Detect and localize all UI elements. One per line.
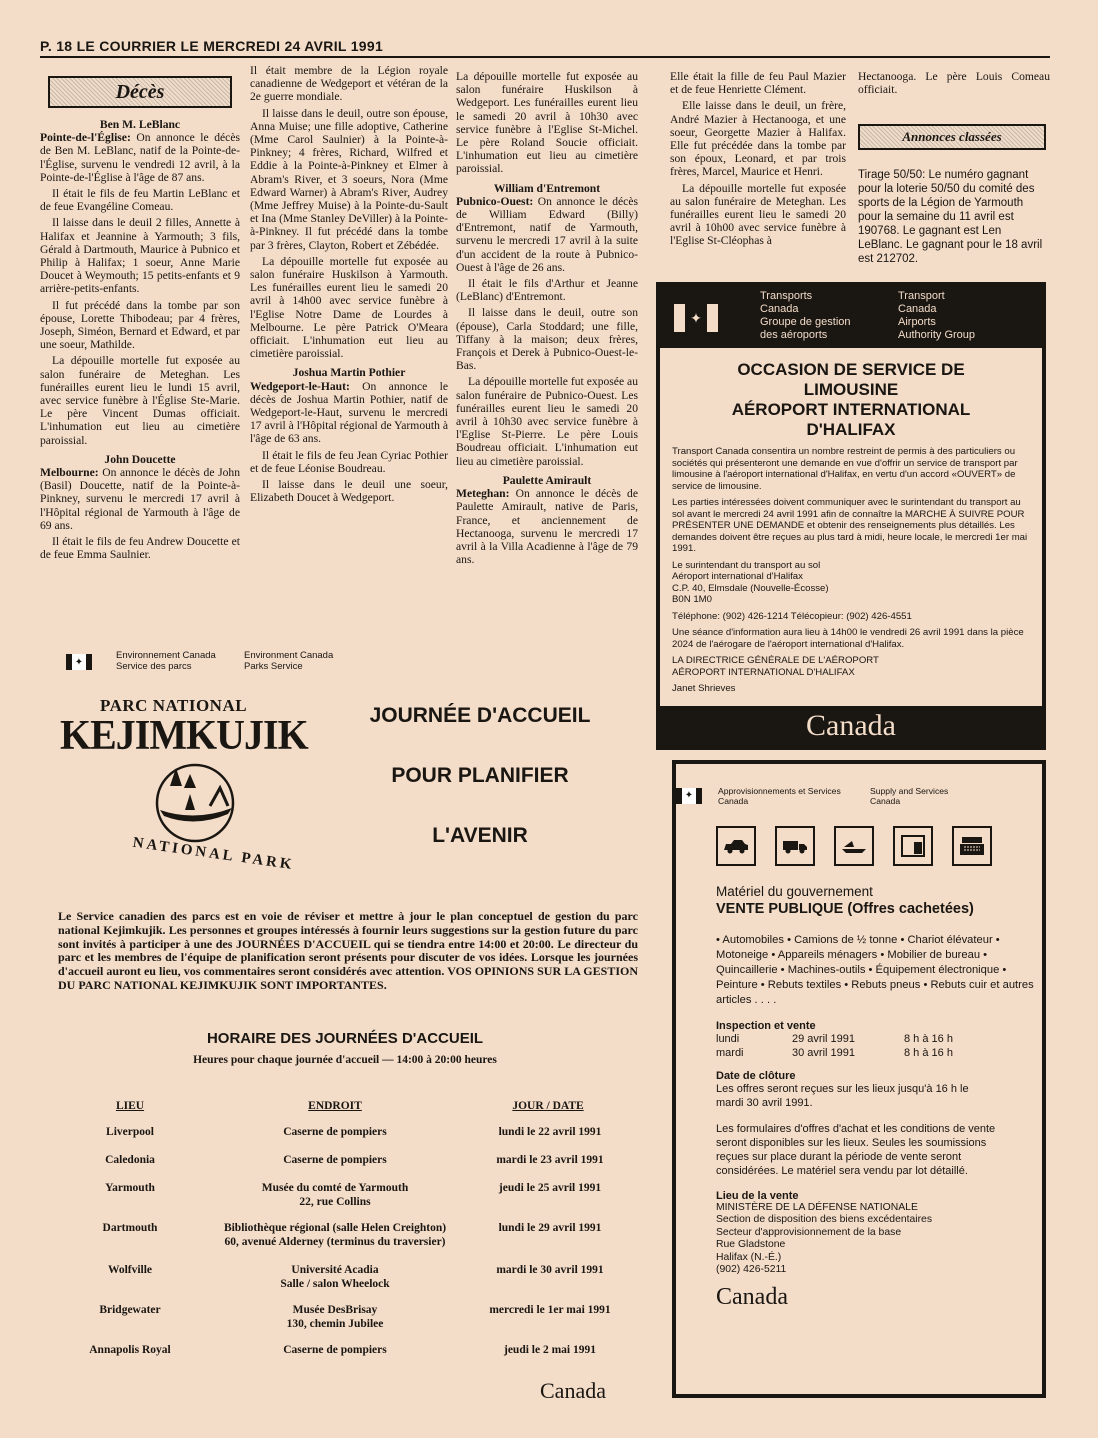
- obituary-text: On annonce le décès de John (Basil) Doucette, natif de la Pointe-à-Pinkney, survenu le mercredi 17 avril à l'Hôpital régional de Yarmouth à l'âge de 69 ans.: [40, 466, 240, 532]
- parks-dept-fr1: Environnement Canada: [116, 650, 216, 661]
- schedule-endroit: Caserne de pompiers: [283, 1126, 387, 1138]
- obituary-name: William d'Entremont: [493, 181, 601, 195]
- classees-text: Tirage 50/50: Le numéro gagnant pour la loterie 50/50 du comité des sports de la Légion de Yarmouth pour la semaine du 11 avril est 190768. Le gagnant est Len LeBlanc. Le gagnant pour le 18 avril est 212702.: [858, 169, 1043, 265]
- transport-signature-2: AÉROPORT INTERNATIONAL D'HALIFAX: [672, 666, 855, 678]
- obituary-lead: [670, 70, 846, 96]
- deces-section-title: [48, 76, 232, 108]
- parks-headline-3: L'AVENIR: [432, 824, 528, 847]
- obituary-paragraph: La dépouille mortelle fut exposée au salon funéraire Huskilson à Yarmouth. Les funérailles eurent lieu le samedi 20 avril à 14h00 avec service funèbre à l'Eglise Notre Dame de Lourdes à Melbourne. Le père Patrick O'Meara officiait. L'inhumation eut lieu au cimetière paroissial.: [250, 254, 448, 361]
- obituary-lead: [250, 380, 448, 446]
- obituary-name: John Doucette: [104, 452, 176, 466]
- schedule-date: jeudi le 2 mai 1991: [504, 1344, 596, 1356]
- parks-dept-fr2: Service des parcs: [116, 661, 192, 672]
- canoe-emblem-icon: [140, 758, 250, 848]
- supply-dept-fr1: Approvisionnements et Services: [718, 786, 841, 796]
- obituary-paragraph: Il laisse dans le deuil, outre son épouse, Anna Muise; une fille adoptive, Catherine (Mme Carol Saulnier) à la Pointe-à-Pinkney; 4 frères, Richard, Wilfred et Eddie à la Pointe-à-Pinkney et Elmer à Abram's River, et 3 soeurs, Nora (Mme Edward Warner) à Abram's River, Audrey (Mme Jeffrey Muise) à la Pointe-du-Sault et Ina (Mme Stanley DeViller) à la Pointe-à-Pinkney. Il fut précédé dans la tombe par 3 frères, Clayton, Robert et Zébédée.: [250, 106, 448, 252]
- obituary-column-3: [456, 70, 638, 569]
- appliance-icon: [893, 826, 933, 866]
- header-rule: [40, 56, 1050, 58]
- transport-paragraph-1: Transport Canada consentira un nombre restreint de permis à des particuliers ou sociétés qui présenteront une demande en vue d'offrir un service de transport par limousine à l'aéroport international d'Halifax, en vertu d'un accord «OUVERT» de service de limousine.: [672, 446, 1018, 492]
- schedule-lieu: Liverpool: [106, 1126, 154, 1138]
- schedule-row: [40, 1182, 640, 1216]
- obituary-text: On annonce le décès de Joshua Martin Pothier, natif de Wedgeport-le-Haut, survenu le mercredi 17 avril à l'Hôpital régional de Yarmouth à l'âge de 63 ans.: [250, 379, 448, 446]
- obituary-lead: [858, 70, 1050, 96]
- transport-signature-3: Janet Shrieves: [672, 683, 736, 694]
- forms-text: Les formulaires d'offres d'achat et les conditions de vente seront disponibles sur les lieux. Seules les soumissions reçues sur place durant la période de vente seront considérées. Le matériel sera vendu par lot détaillé.: [716, 1123, 996, 1177]
- boat-icon: [834, 826, 874, 866]
- kejimkujik-logo: [60, 696, 340, 876]
- obituary-paragraph: Il était le fils de feu Martin LeBlanc et de feue Evangéline Comeau.: [40, 187, 240, 214]
- obituary-text: La dépouille mortelle fut exposée au salon funéraire Huskilson à Wedgeport. Les funérailles eurent lieu le samedi 20 avril à 10h30 avec service funèbre à l'Eglise St-Michel. Le père Roland Soucie officiait. L'inhumation eut lieu au cimetière paroissial.: [456, 70, 638, 176]
- obituary-paragraph: Il laisse dans le deuil, outre son (épouse), Carla Stoddard; une fille, Tiffany à la maison; deux frères, François et Derek à Pubnico-Ouest-le-Bas.: [456, 306, 638, 373]
- obituary-lead: [456, 195, 638, 274]
- transport-address-1: Le surintendant du transport au sol: [672, 559, 821, 571]
- parks-headline-1: JOURNÉE D'ACCUEIL: [369, 704, 591, 727]
- transport-ad-banner: [660, 286, 1042, 348]
- obituary-text: Hectanooga. Le père Louis Comeau officiait.: [858, 70, 1050, 97]
- supply-dept-en1: Supply and Services: [870, 786, 949, 796]
- transport-dept-fr4: des aéroports: [760, 329, 828, 341]
- schedule-row: [40, 1304, 640, 1338]
- obituary-lead: [456, 70, 638, 176]
- supply-subtitle: Matériel du gouvernement: [716, 884, 873, 899]
- obituary-text: On annonce le décès de Paulette Amirault, native de Paris, France, et anciennement de Hectanooga, survenu le mercredi 17 avril à la Villa Acadienne à l'âge de 79 ans.: [456, 487, 638, 567]
- transport-phone: Téléphone: (902) 426-1214 Télécopieur: (902) 426-4551: [672, 610, 912, 622]
- obituary-paragraph: La dépouille mortelle fut exposée au salon funéraire de Pubnico-Ouest. Les funérailles eurent lieu le samedi 20 avril à 10h30 avec service funèbre à l'Eglise St-Pierre. Le père Louis Boudreau officiait. L'inhumation eut lieu au cimetière paroissial.: [456, 375, 638, 468]
- insp1-day: lundi: [716, 1033, 740, 1045]
- transport-dept-fr3: Groupe de gestion: [760, 316, 851, 328]
- canada-flag-icon: ✦: [676, 788, 702, 804]
- schedule-date: mardi le 30 avril 1991: [496, 1264, 604, 1276]
- schedule-row: [40, 1344, 640, 1378]
- obituary-place: Melbourne:: [40, 466, 99, 480]
- obituary-text: Il était membre de la Légion royale canadienne de Wedgeport et vétéran de la 2e guerre mondiale.: [250, 64, 448, 104]
- transport-dept-fr1: Transports: [760, 290, 813, 302]
- transport-paragraph-2: Les parties intéressées doivent communiquer avec le surintendant du transport au sol avant le mercredi 24 avril 1991 afin de connaître la MARCHE À SUIVRE POUR PRÉSENTER UNE DEMANDE et obtenir des renseignements plus détaillés. Les demandes doivent être reçues au plus tard à midi, heure locale, le mercredi 1er mai 1991.: [672, 497, 1028, 554]
- obituary-lead: [250, 64, 448, 104]
- typewriter-icon: [952, 826, 992, 866]
- transport-dept-en4: Authority Group: [898, 329, 976, 341]
- closing-title: Date de clôture: [716, 1070, 796, 1082]
- insp1-date: 29 avril 1991: [792, 1033, 855, 1045]
- supply-dept-fr2: Canada: [718, 796, 749, 806]
- obituary-column-2: [250, 64, 448, 508]
- transport-dept-en3: Airports: [898, 316, 936, 328]
- canada-flag-icon: ✦: [674, 304, 718, 332]
- transport-dept-en1: Transport: [898, 290, 945, 302]
- schedule-lieu: Bridgewater: [99, 1304, 161, 1316]
- insp1-hours: 8 h à 16 h: [904, 1033, 953, 1045]
- insp2-date: 30 avril 1991: [792, 1047, 855, 1059]
- col-date-header: JOUR / DATE: [512, 1100, 584, 1112]
- supply-icons-row: [716, 826, 992, 866]
- place-1: MINISTÈRE DE LA DÉFENSE NATIONALE: [716, 1202, 918, 1213]
- schedule-endroit-2: Salle / salon Wheelock: [280, 1278, 390, 1290]
- transport-canada-footer: [660, 706, 1042, 746]
- schedule-lieu: Annapolis Royal: [89, 1344, 171, 1356]
- schedule-title: HORAIRE DES JOURNÉES D'ACCUEIL: [206, 1030, 484, 1047]
- place-5: Halifax (N.-É.): [716, 1251, 782, 1263]
- obituary-paragraph: Il était le fils de feu Andrew Doucette et de feue Emma Saulnier.: [40, 535, 240, 562]
- supply-title: VENTE PUBLIQUE (Offres cachetées): [716, 901, 974, 917]
- car-icon: [716, 826, 756, 866]
- place-2: Section de disposition des biens excédentaires: [716, 1214, 933, 1226]
- schedule-date: jeudi le 25 avril 1991: [498, 1182, 602, 1194]
- obituary-place: Pubnico-Ouest:: [456, 194, 534, 208]
- obituary-column-1: [40, 112, 240, 565]
- insp2-day: mardi: [716, 1047, 744, 1059]
- col-endroit-header: ENDROIT: [308, 1100, 362, 1112]
- parks-headline-2: POUR PLANIFIER: [391, 764, 569, 787]
- place-title: Lieu de la vente: [716, 1190, 799, 1202]
- logo-national-park: NATIONAL PARK: [131, 834, 296, 874]
- canada-wordmark: Canada: [806, 709, 896, 742]
- transport-paragraph-3: Une séance d'information aura lieu à 14h00 le vendredi 26 avril 1991 dans la pièce 2024 de l'aérogare de l'aéroport international d'Halifax.: [672, 627, 1024, 650]
- schedule-endroit: Musée du comté de Yarmouth: [261, 1182, 409, 1194]
- supply-items: • Automobiles • Camions de ½ tonne • Chariot élévateur • Motoneige • Appareils ménagers • Mobilier de bureau • Quincaillerie • Machines-outils • Équipement électronique • Peinture • Rebuts textiles • Rebuts pneus • Rebuts cuir et autres articles . . . .: [716, 934, 1034, 1006]
- transport-title-3: AÉROPORT INTERNATIONAL: [731, 400, 971, 419]
- obituary-paragraph: Il laisse dans le deuil une soeur, Elizabeth Doucet à Wedgeport.: [250, 478, 448, 505]
- parks-dept-en2: Parks Service: [244, 661, 303, 672]
- obituary-text: On annonce le décès de William Edward (Billy) d'Entremont, natif de Yarmouth, survenu le mercredi 17 avril à la suite d'un accident de la route à Pubnico-Ouest à l'âge de 26 ans.: [456, 194, 638, 274]
- schedule-date: lundi le 22 avril 1991: [498, 1126, 602, 1138]
- supply-canada-wordmark: Canada: [716, 1284, 788, 1311]
- classees-section-title: [858, 124, 1046, 150]
- logo-kejimkujik: KEJIMKUJIK: [60, 713, 308, 759]
- schedule-date: mercredi le 1er mai 1991: [489, 1304, 611, 1316]
- obituary-text: On annonce le décès de Ben M. LeBlanc, natif de la Pointe-de-l'Église, survenu le vendredi 12 avril, à la Pointe-de-l'Église à l'âge de 87 ans.: [40, 131, 240, 184]
- place-4: Rue Gladstone: [716, 1239, 786, 1251]
- schedule-lieu: Caledonia: [105, 1154, 155, 1166]
- deces-title: Décès: [115, 80, 165, 103]
- transport-address-4: B0N 1M0: [672, 594, 712, 605]
- classees-title: Annonces classées: [902, 129, 1002, 144]
- schedule-date: mardi le 23 avril 1991: [496, 1154, 604, 1166]
- insp2-hours: 8 h à 16 h: [904, 1047, 953, 1059]
- schedule-endroit: Musée DesBrisay: [292, 1304, 378, 1316]
- schedule-endroit: Bibliothèque régional (salle Helen Creighton): [223, 1222, 447, 1234]
- place-3: Secteur d'approvisionnement de la base: [716, 1226, 902, 1238]
- obituary-place: Meteghan:: [456, 487, 510, 501]
- obituary-paragraph: La dépouille mortelle fut exposée au salon funéraire de Meteghan. Les funérailles eurent lieu le samedi 20 avril à 10h00 avec service funèbre à l'Eglise St-Cléophas à: [670, 181, 846, 248]
- schedule-lieu: Wolfville: [107, 1264, 153, 1276]
- parks-ad-header: [66, 650, 366, 676]
- truck-icon: [775, 826, 815, 866]
- place-6: (902) 426-5211: [716, 1264, 787, 1276]
- page-header: P. 18 LE COURRIER LE MERCREDI 24 AVRIL 1991: [40, 38, 384, 54]
- obituary-place: Pointe-de-l'Église:: [40, 131, 131, 145]
- obituary-name: Joshua Martin Pothier: [292, 366, 406, 380]
- transport-title-1: OCCASION DE SERVICE DE: [737, 360, 965, 379]
- transport-title-2: LIMOUSINE: [803, 380, 899, 399]
- schedule-endroit-2: 130, chemin Jubilee: [286, 1318, 384, 1330]
- schedule-endroit: Caserne de pompiers: [283, 1344, 387, 1356]
- schedule-endroit: Caserne de pompiers: [283, 1154, 387, 1166]
- obituary-name: Ben M. LeBlanc: [99, 118, 181, 131]
- supply-dept-en2: Canada: [870, 796, 901, 806]
- obituary-paragraph: Elle laisse dans le deuil, un frère, André Mazier à Hectanooga, et une soeur, Georgette Mazier à Halifax. Elle fut précédée dans la tombe par son époux, Leonard, et par trois frères, Marcel, Maurice et Henri.: [670, 99, 846, 179]
- schedule-lieu: Yarmouth: [105, 1182, 155, 1194]
- closing-text: Les offres seront reçues sur les lieux jusqu'à 16 h le mardi 30 avril 1991.: [716, 1083, 969, 1109]
- schedule-date: lundi le 29 avril 1991: [498, 1222, 602, 1234]
- transport-title-4: D'HALIFAX: [806, 420, 896, 439]
- supply-ad: [672, 760, 1046, 1398]
- schedule-endroit: Université Acadia: [291, 1264, 379, 1276]
- parks-body: Le Service canadien des parcs est en voie de réviser et mettre à jour le plan conceptuel de gestion du parc national Kejimkujik. Les personnes et groupes intéressés à fournir leurs suggestions sur la gestion future du parc sont invités à participer à une des JOURNÉES D'ACCUEIL qui se tiendra entre 14:00 et 20:00. Le directeur du parc et les membres de l'équipe de planification seront présents pour discuter de vos idées. Lorsque les journées d'accueil auront eu lieu, vos commentaires seront considérés avec attention. VOS OPINIONS SUR LA GESTION DU PARC NATIONAL KEJIMKUJIK SONT IMPORTANTES.: [58, 909, 638, 992]
- obituary-column-5: [858, 70, 1050, 99]
- obituary-lead: [40, 131, 240, 184]
- obituary-place: Wedgeport-le-Haut:: [250, 379, 350, 393]
- parks-canada-wordmark: Canada: [540, 1378, 606, 1403]
- obituary-text: Elle était la fille de feu Paul Mazier et de feue Henriette Clément.: [670, 70, 846, 97]
- obituary-paragraph: Il était le fils d'Arthur et Jeanne (LeBlanc) d'Entremont.: [456, 277, 638, 304]
- canada-flag-icon: ✦: [66, 654, 92, 670]
- obituary-lead: [456, 487, 638, 566]
- schedule-header: [40, 1100, 640, 1116]
- obituary-paragraph: Il fut précédé dans la tombe par son épouse, Lorette Thibodeau; par 4 frères, Joseph, Siméon, Bernard et Edward, et par une soeur, Mathilde.: [40, 298, 240, 352]
- obituary-paragraph: Il était le fils de feu Jean Cyriac Pothier et de feue Léonise Boudreau.: [250, 448, 448, 475]
- schedule-lieu: Dartmouth: [102, 1222, 158, 1234]
- parks-dept-en1: Environment Canada: [244, 650, 334, 661]
- obituary-paragraph: Il laisse dans le deuil 2 filles, Annette à Halifax et Jeannine à Yarmouth; 3 fils, Gérald à Dartmouth, Maurice à Pubnico et Philip à Halifax; 1 soeur, Anne Marie Doucet à Weymouth; 15 petits-enfants et 9 arrière-petits-enfants.: [40, 216, 240, 296]
- obituary-column-4: [670, 70, 846, 251]
- schedule-row: [40, 1264, 640, 1298]
- logo-parc-national: PARC NATIONAL: [100, 696, 248, 715]
- inspection-title: Inspection et vente: [716, 1020, 816, 1032]
- transport-signature-1: LA DIRECTRICE GÉNÉRALE DE L'AÉROPORT: [672, 655, 879, 666]
- obituary-paragraph: La dépouille mortelle fut exposée au salon funéraire de Meteghan. Les funérailles eurent lieu le lundi 15 avril, avec service funèbre à l'Église Ste-Marie. Le père Vincent Dumas officiait. L'inhumation eut lieu au cimetière paroissial.: [40, 354, 240, 447]
- schedule-endroit-2: 60, avenué Alderney (terminus du traversier): [224, 1236, 446, 1248]
- obituary-lead: [40, 466, 240, 532]
- transport-address-2: Aéroport international d'Halifax: [672, 571, 803, 582]
- schedule-endroit-2: 22, rue Collins: [299, 1196, 371, 1208]
- schedule-subtitle: Heures pour chaque journée d'accueil — 14:00 à 20:00 heures: [193, 1054, 497, 1066]
- col-lieu-header: LIEU: [115, 1100, 145, 1112]
- transport-dept-en2: Canada: [898, 303, 937, 315]
- obituary-name: Paulette Amirault: [502, 473, 592, 487]
- transport-dept-fr2: Canada: [760, 303, 799, 315]
- transport-ad: [656, 282, 1046, 750]
- schedule-row: [40, 1222, 640, 1256]
- transport-address-3: C.P. 40, Elmsdale (Nouvelle-Écosse): [672, 582, 829, 594]
